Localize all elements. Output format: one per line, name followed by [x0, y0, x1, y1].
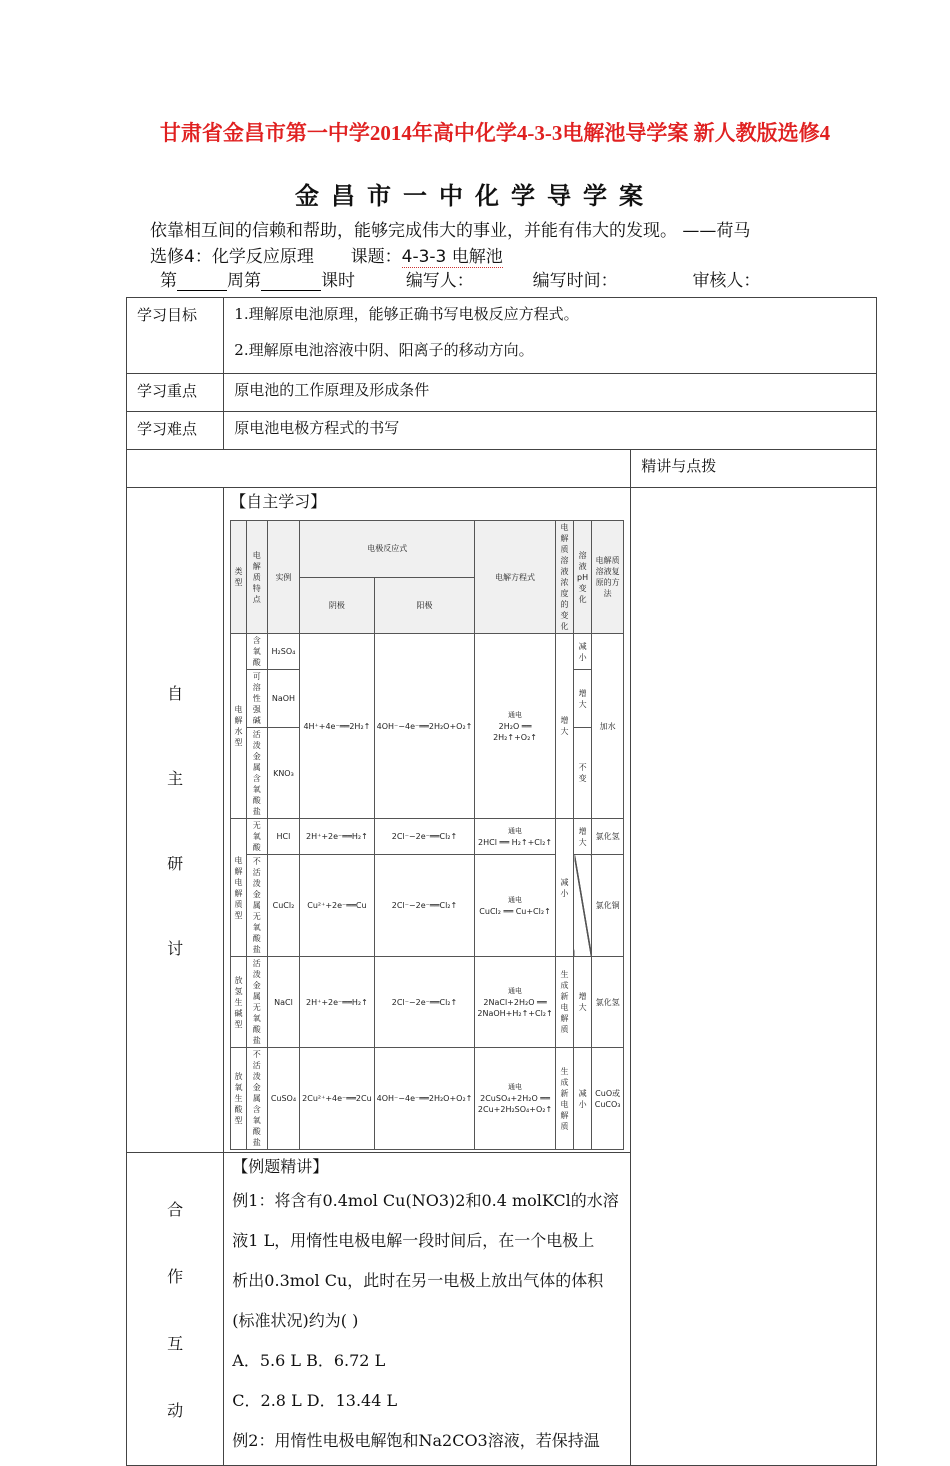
- reviewer-label: 审核人：: [692, 271, 761, 291]
- example-line: (标准状况)约为( ): [232, 1311, 359, 1330]
- electrolysis-table: 类型 电解质特点 实例 电极反应式 电解方程式 电解质溶液浓度的变化 溶液pH变化 电解质溶液复原的方法 阴极 阳极 电解水型 含氧酸 H₂SO₄ 4H⁺+4e⁻══2H₂↑ 4OH⁻−4e⁻══2H₂O+O₂↑ 通电 2H₂O ══ 2H₂↑+O₂↑ 增大 减小 加水 可溶性强碱 NaOH 增大 活泼金属含氧酸盐 KNO₃ 不变 电解电解质型 无氧酸 HCl 2H⁺+2e⁻══H₂↑ 2Cl⁻−2e⁻══Cl₂↑ 通电 2HCl ══ H₂↑+Cl₂↑ 减小 增大 氯化氢 不活泼金属无氧酸盐 CuCl₂ Cu²⁺+2e⁻══Cu 2Cl⁻−2e⁻══Cl₂↑ 通电 CuCl₂ ══ Cu+Cl₂↑ 氯化铜 放氢生碱型 活泼金属无氧酸盐 NaCl 2H⁺+2e⁻══H₂↑ 2Cl⁻−2e⁻══Cl₂↑ 通电 2NaCl+2H₂O ══ 2NaOH+H₂↑+Cl₂↑ 生成新电解质 增大 氯化氢 放氧生酸型 不活泼金属含氧酸盐 CuSO₄ 2Cu²⁺+4e⁻══2Cu 4OH⁻−4e⁻══2H₂O+O₂↑ 通电 2CuSO₄+2H₂O ══ 2Cu+2H₂SO₄+O₂↑ 生成新电解质 减小 CuO或CuCO₃: [230, 520, 624, 1150]
- focus-label: 学习重点: [127, 374, 224, 412]
- course-name: 选修4：化学反应原理: [150, 247, 314, 267]
- example-line: 析出0.3mol Cu，此时在另一电极上放出气体的体积: [232, 1271, 604, 1290]
- lesson-label: 课题：: [350, 247, 402, 267]
- empty-header-cell: [127, 450, 631, 488]
- not-applicable-cell: [574, 855, 592, 957]
- quote-line: 依靠相互间的信赖和帮助，能够完成伟大的事业，并能有伟大的发现。 ——荷马: [150, 221, 751, 241]
- notes-header: 精讲与点拨: [631, 450, 877, 488]
- self-study-cell: [224, 488, 631, 1153]
- week-prefix: 第: [160, 271, 177, 291]
- document-title: 甘肃省金昌市第一中学2014年高中化学4-3-3电解池导学案 新人教版选修4: [159, 121, 831, 145]
- option-line: A．5.6 L B．6.72 L: [232, 1351, 386, 1370]
- cooperation-label: 合 作 互 动: [127, 1153, 224, 1466]
- goals-cell: [224, 298, 877, 374]
- cooperation-cell: [224, 1153, 631, 1466]
- goals-label: 学习目标: [127, 298, 224, 374]
- goal-item: 1.理解原电池原理，能够正确书写电极反应方程式。: [234, 305, 579, 323]
- example-line: 例1：将含有0.4mol Cu(NO3)2和0.4 molKCl的水溶: [232, 1191, 619, 1210]
- option-line: C．2.8 L D．13.44 L: [232, 1391, 398, 1410]
- period-blank[interactable]: [261, 274, 321, 291]
- example-heading: 【例题精讲】: [232, 1157, 329, 1176]
- course-line: [150, 242, 503, 267]
- author-label: 编写人：: [405, 271, 474, 291]
- date-label: 编写时间：: [532, 271, 618, 291]
- self-study-heading: 【自主学习】: [230, 492, 327, 511]
- week-blank[interactable]: [177, 274, 227, 291]
- example-line: 例2：用惰性电极电解饱和Na2CO3溶液，若保持温: [232, 1431, 600, 1450]
- self-study-label: 自 主 研 讨: [127, 488, 224, 1153]
- example-line: 液1 L，用惰性电极电解一段时间后，在一个电极上: [232, 1231, 595, 1250]
- notes-cell[interactable]: [631, 488, 877, 1466]
- difficulty-label: 学习难点: [127, 412, 224, 450]
- lesson-topic: 4-3-3 电解池: [401, 247, 503, 267]
- week-mid: 周第: [227, 271, 261, 291]
- school-guide-title: 金昌市一中化学导学案: [295, 182, 655, 210]
- meta-line: [160, 266, 760, 291]
- goal-item: 2.理解原电池溶液中阴、阳离子的移动方向。: [234, 341, 534, 359]
- focus-cell: 原电池的工作原理及形成条件: [224, 374, 877, 412]
- difficulty-cell: 原电池电极方程式的书写: [224, 412, 877, 450]
- period-suffix: 课时: [321, 271, 355, 291]
- study-guide-table: [126, 297, 877, 1466]
